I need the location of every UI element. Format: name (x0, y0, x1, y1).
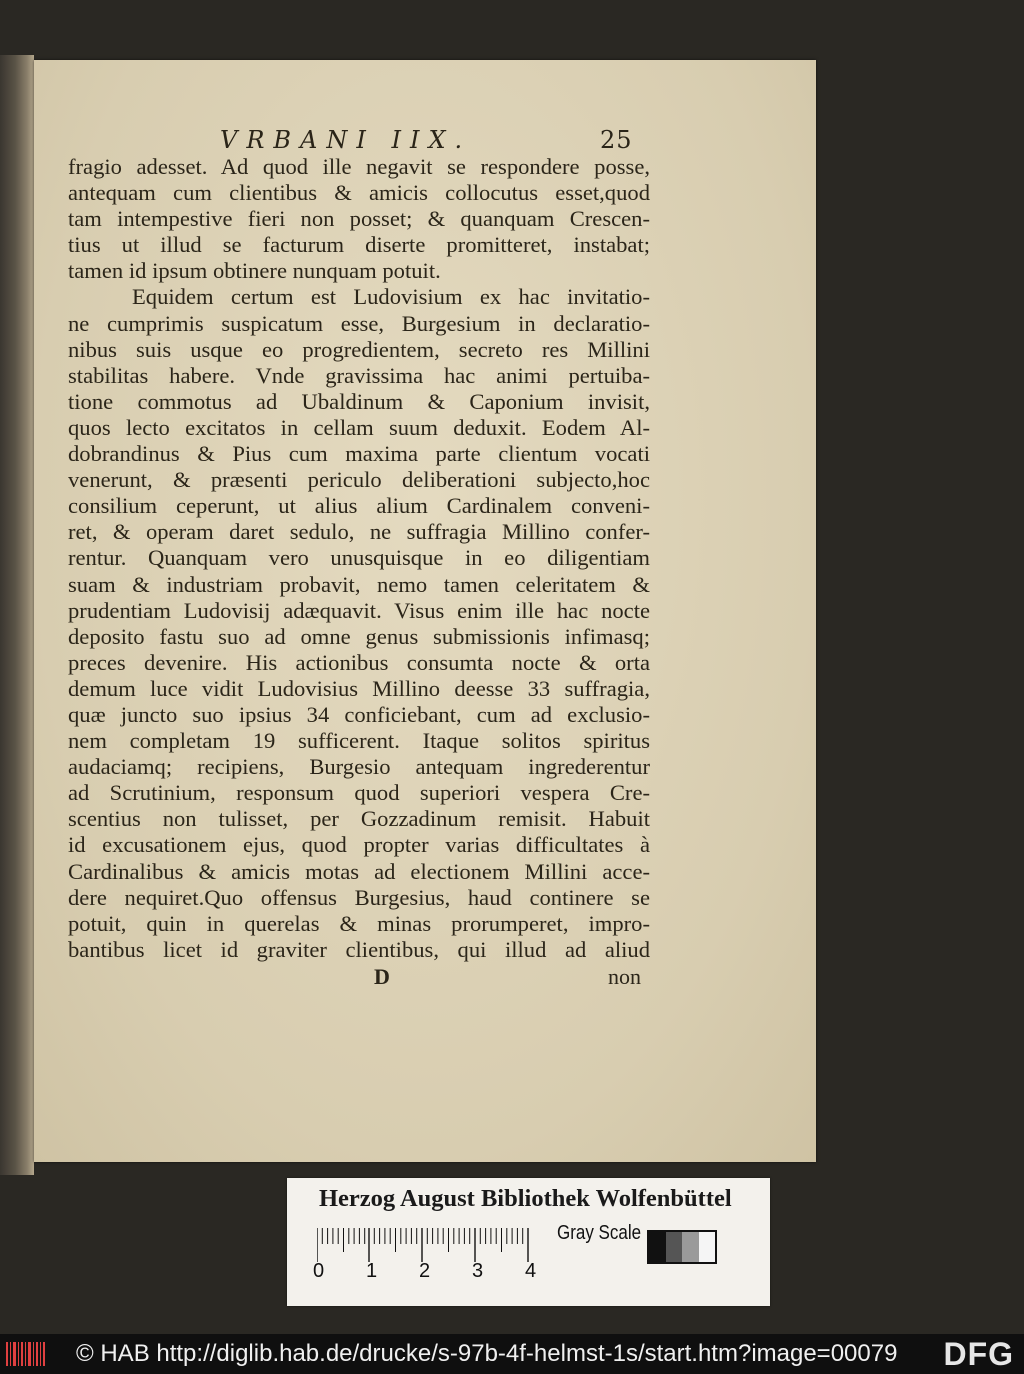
text-line: ad Scrutinium, responsum quod superiori vespera Cre- (68, 780, 650, 806)
text-line: suam & industriam probavit, nemo tamen celeritatem & (68, 571, 650, 597)
gray-scale-label: Gray Scale (557, 1222, 642, 1244)
text-line: ne cumprimis suspicatum esse, Burgesium in declaratio- (68, 310, 650, 336)
text-line: deposito fastu suo ad omne genus submissionis infimasq; (68, 623, 650, 649)
text-line: quæ juncto suo ipsius 34 conficiebant, cum ad exclusio- (68, 701, 650, 727)
text-line: bantibus licet id graviter clientibus, qui illud ad aliud (68, 936, 650, 962)
ruler-number: 0 (313, 1260, 325, 1282)
institution-name: Herzog August Bibliothek Wolfenbüttel (319, 1185, 732, 1212)
bottom-bar (0, 1334, 1024, 1374)
gray-scale-patches (647, 1230, 717, 1264)
text-line: rentur. Quanquam vero unusquisque in eo diligentiam (68, 545, 650, 571)
ruler-number: 4 (525, 1260, 537, 1282)
text-line: nem completam 19 sufficerent. Itaque solitos spiritus (68, 728, 650, 754)
gray-patch (666, 1232, 683, 1262)
text-line: antequam cum clientibus & amicis collocutus esset,quod (68, 180, 650, 206)
ruler-number: 1 (366, 1260, 378, 1282)
barcode-icon (6, 1342, 46, 1366)
ruler-number: 2 (419, 1260, 431, 1282)
text-line: scentius non tulisset, per Gozzadinum remisit. Habuit (68, 806, 650, 832)
text-line: demum luce vidit Ludovisius Millino deesse 33 suffragia, (68, 675, 650, 701)
page-footer (34, 964, 816, 994)
dfg-logo: DFG (943, 1336, 1014, 1372)
text-line: potuit, quin in querelas & minas prorumperet, impro- (68, 910, 650, 936)
text-line: fragio adesset. Ad quod ille negavit se respondere posse, (68, 154, 650, 179)
text-line: audaciamq; recipiens, Burgesio antequam ingrederentur (68, 754, 650, 780)
running-head (34, 126, 816, 154)
ruler-number: 3 (472, 1260, 484, 1282)
book-edge (0, 55, 34, 1175)
catchword: non (608, 964, 641, 989)
body-text (68, 154, 650, 963)
reference-card (287, 1178, 770, 1306)
gray-patch (699, 1232, 716, 1262)
text-line: Equidem certum est Ludovisium ex hac invitatio- (132, 284, 650, 310)
text-line: tione commotus ad Ubaldinum & Caponium invisit, (68, 388, 650, 414)
text-line: stabilitas habere. Vnde gravissima hac animi pertuiba- (68, 362, 650, 388)
text-line: dobrandinus & Pius cum maxima parte clientum vocati (68, 441, 650, 467)
running-head-title: VRBANI IIX. (220, 126, 472, 154)
source-url[interactable]: © HAB http://diglib.hab.de/drucke/s-97b-4f-helmst-1s/start.htm?image=00079 (76, 1340, 898, 1367)
ruler-numbers (287, 1260, 537, 1284)
text-line: quos lecto excitatos in cellam suum deduxit. Eodem Al- (68, 414, 650, 440)
gray-patch (682, 1232, 699, 1262)
gray-patch (649, 1232, 666, 1262)
text-line: tamen id ipsum obtinere nunquam potuit. (68, 258, 441, 284)
text-line: preces devenire. His actionibus consumta nocte & orta (68, 649, 650, 675)
book-page (34, 60, 816, 1162)
text-line: dere nequiret.Quo offensus Burgesius, haud continere se (68, 884, 650, 910)
signature-mark: D (374, 964, 390, 989)
text-line: ret, & operam daret sedulo, ne suffragia Millino confer- (68, 519, 650, 545)
text-line: tam intempestive fieri non posset; & quanquam Crescen- (68, 206, 650, 232)
text-line: id excusationem ejus, quod propter varias difficultates à (68, 832, 650, 858)
text-line: nibus suis usque eo progredientem, secreto res Millini (68, 336, 650, 362)
text-line: prudentiam Ludovisij adæquavit. Visus enim ille hac nocte (68, 597, 650, 623)
text-line: tius ut illud se facturum diserte promitteret, instabat; (68, 232, 650, 258)
text-line: venerunt, & præsenti periculo deliberationi subjecto,hoc (68, 467, 650, 493)
text-line: consilium ceperunt, ut alius alium Cardinalem conveni- (68, 493, 650, 519)
page-number: 25 (600, 126, 633, 154)
text-line: Cardinalibus & amicis motas ad electionem Millini acce- (68, 858, 650, 884)
